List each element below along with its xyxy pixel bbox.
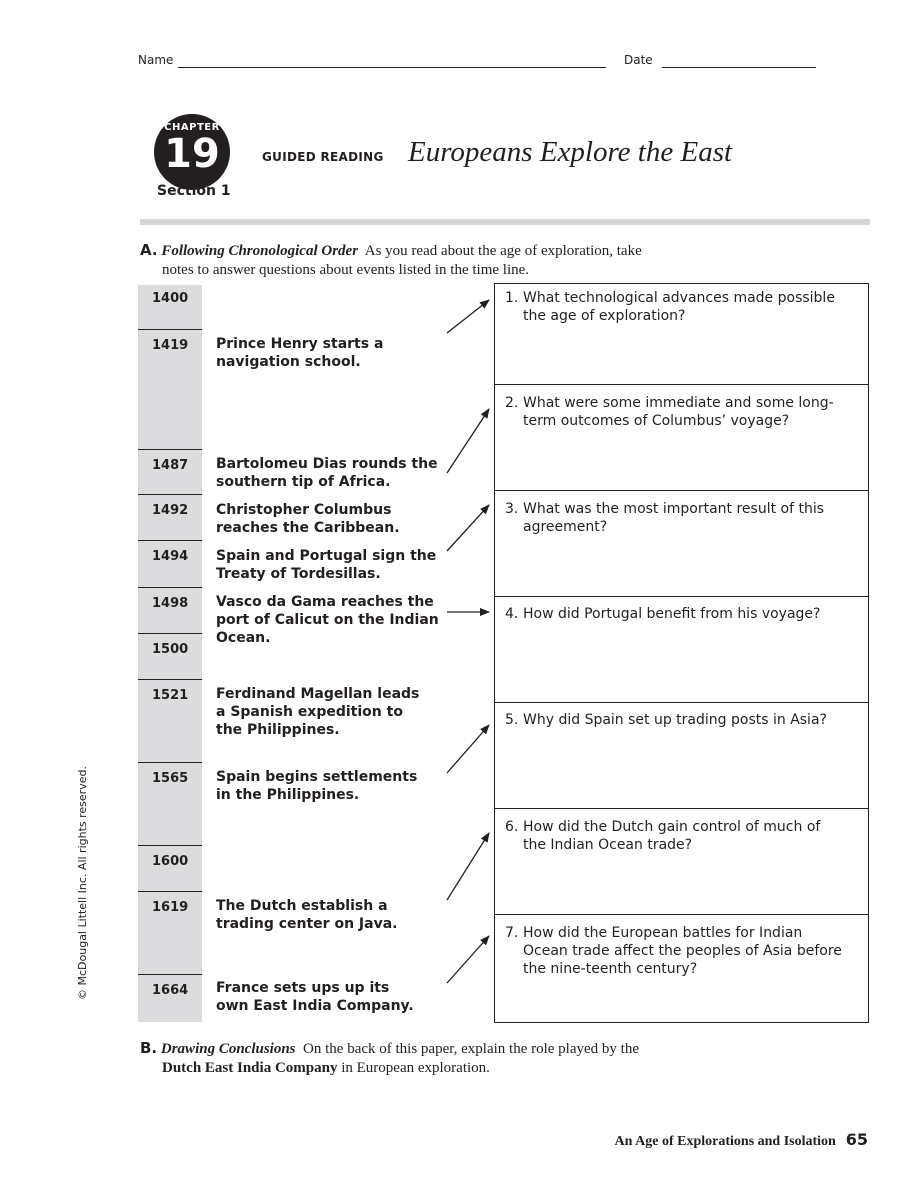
question-number: 5.: [505, 712, 519, 728]
timeline-event: Bartolomeu Dias rounds the southern tip of Africa.: [216, 456, 438, 490]
timeline-event: Vasco da Gama reaches the port of Calicut on the Indian Ocean.: [216, 594, 439, 646]
arrow-3: [447, 505, 489, 551]
question-number: 7.: [505, 925, 519, 941]
arrow-7: [447, 936, 489, 983]
page-footer: [615, 1130, 868, 1150]
part-b-letter: B.: [140, 1039, 158, 1057]
arrow-6: [447, 833, 489, 900]
page-number: 65: [845, 1130, 868, 1149]
timeline-year: 1487: [152, 458, 189, 473]
timeline-year: 1521: [152, 688, 189, 703]
timeline-event: The Dutch establish a trading center on Java.: [216, 898, 398, 932]
timeline-year: 1419: [152, 338, 189, 353]
timeline-year: 1494: [152, 549, 189, 564]
date-label: Date: [624, 53, 653, 67]
arrow-2: [447, 409, 489, 473]
timeline-event: Spain and Portugal sign the Treaty of Tordesillas.: [216, 548, 437, 582]
arrow-1: [447, 300, 489, 333]
question-number: 6.: [505, 819, 519, 835]
question-number: 4.: [505, 606, 519, 622]
question-text: What were some immediate and some long-term outcomes of Columbus’ voyage?: [523, 395, 834, 429]
question-text: What technological advances made possible the age of exploration?: [523, 290, 835, 324]
question-text: How did Portugal benefit from his voyage?: [523, 606, 821, 622]
page-title: Europeans Explore the East: [408, 136, 733, 168]
footer-unit-title: An Age of Explorations and Isolation: [614, 1134, 836, 1149]
copyright-notice: © McDougal Littell Inc. All rights reserved.: [76, 766, 89, 1000]
timeline-year: 1492: [152, 503, 189, 518]
part-a-letter: A.: [140, 241, 158, 259]
part-a-text-2: notes to answer questions about events listed in the time line.: [162, 262, 530, 278]
part-b-text-1: On the back of this paper, explain the role played by the: [303, 1041, 639, 1057]
section-label: Section 1: [157, 183, 231, 199]
part-a-text-1: As you read about the age of exploration, take: [364, 243, 642, 259]
timeline-event: France sets ups up its own East India Company.: [216, 980, 414, 1014]
question-number: 2.: [505, 395, 519, 411]
timeline-year: 1565: [152, 771, 189, 786]
part-b-bold: Dutch East India Company: [162, 1060, 338, 1076]
question-text: Why did Spain set up trading posts in Asia?: [523, 712, 827, 728]
timeline-event: Christopher Columbus reaches the Caribbean.: [216, 502, 400, 536]
chapter-number: 19: [164, 131, 220, 177]
question-text: How did the Dutch gain control of much of the Indian Ocean trade?: [523, 819, 821, 853]
part-b-text-2: in European exploration.: [341, 1060, 490, 1076]
chapter-label: CHAPTER: [164, 122, 220, 133]
part-a-heading: Following Chronological Order: [161, 243, 359, 259]
name-label: Name: [138, 53, 174, 67]
question-number: 3.: [505, 501, 519, 517]
arrow-5: [447, 725, 489, 773]
timeline-year: 1498: [152, 596, 189, 611]
timeline-year: 1600: [152, 854, 189, 869]
question-text: What was the most important result of this agreement?: [523, 501, 825, 535]
question-number: 1.: [505, 290, 519, 306]
part-b-heading: Drawing Conclusions: [160, 1041, 296, 1057]
question-text: How did the European battles for Indian Ocean trade affect the peoples of Asia before the nine-teenth century?: [523, 925, 842, 977]
timeline-year: 1500: [152, 642, 189, 657]
timeline-year: 1619: [152, 900, 189, 915]
guided-reading-label: GUIDED READING: [262, 150, 384, 164]
timeline-event: Spain begins settlements in the Philippines.: [216, 769, 418, 803]
timeline-year: 1664: [152, 983, 189, 998]
timeline-event: Ferdinand Magellan leads a Spanish expedition to the Philippines.: [216, 686, 420, 738]
timeline-event: Prince Henry starts a navigation school.: [216, 336, 384, 370]
timeline-year: 1400: [152, 291, 189, 306]
part-b-instructions: [140, 1039, 860, 1078]
